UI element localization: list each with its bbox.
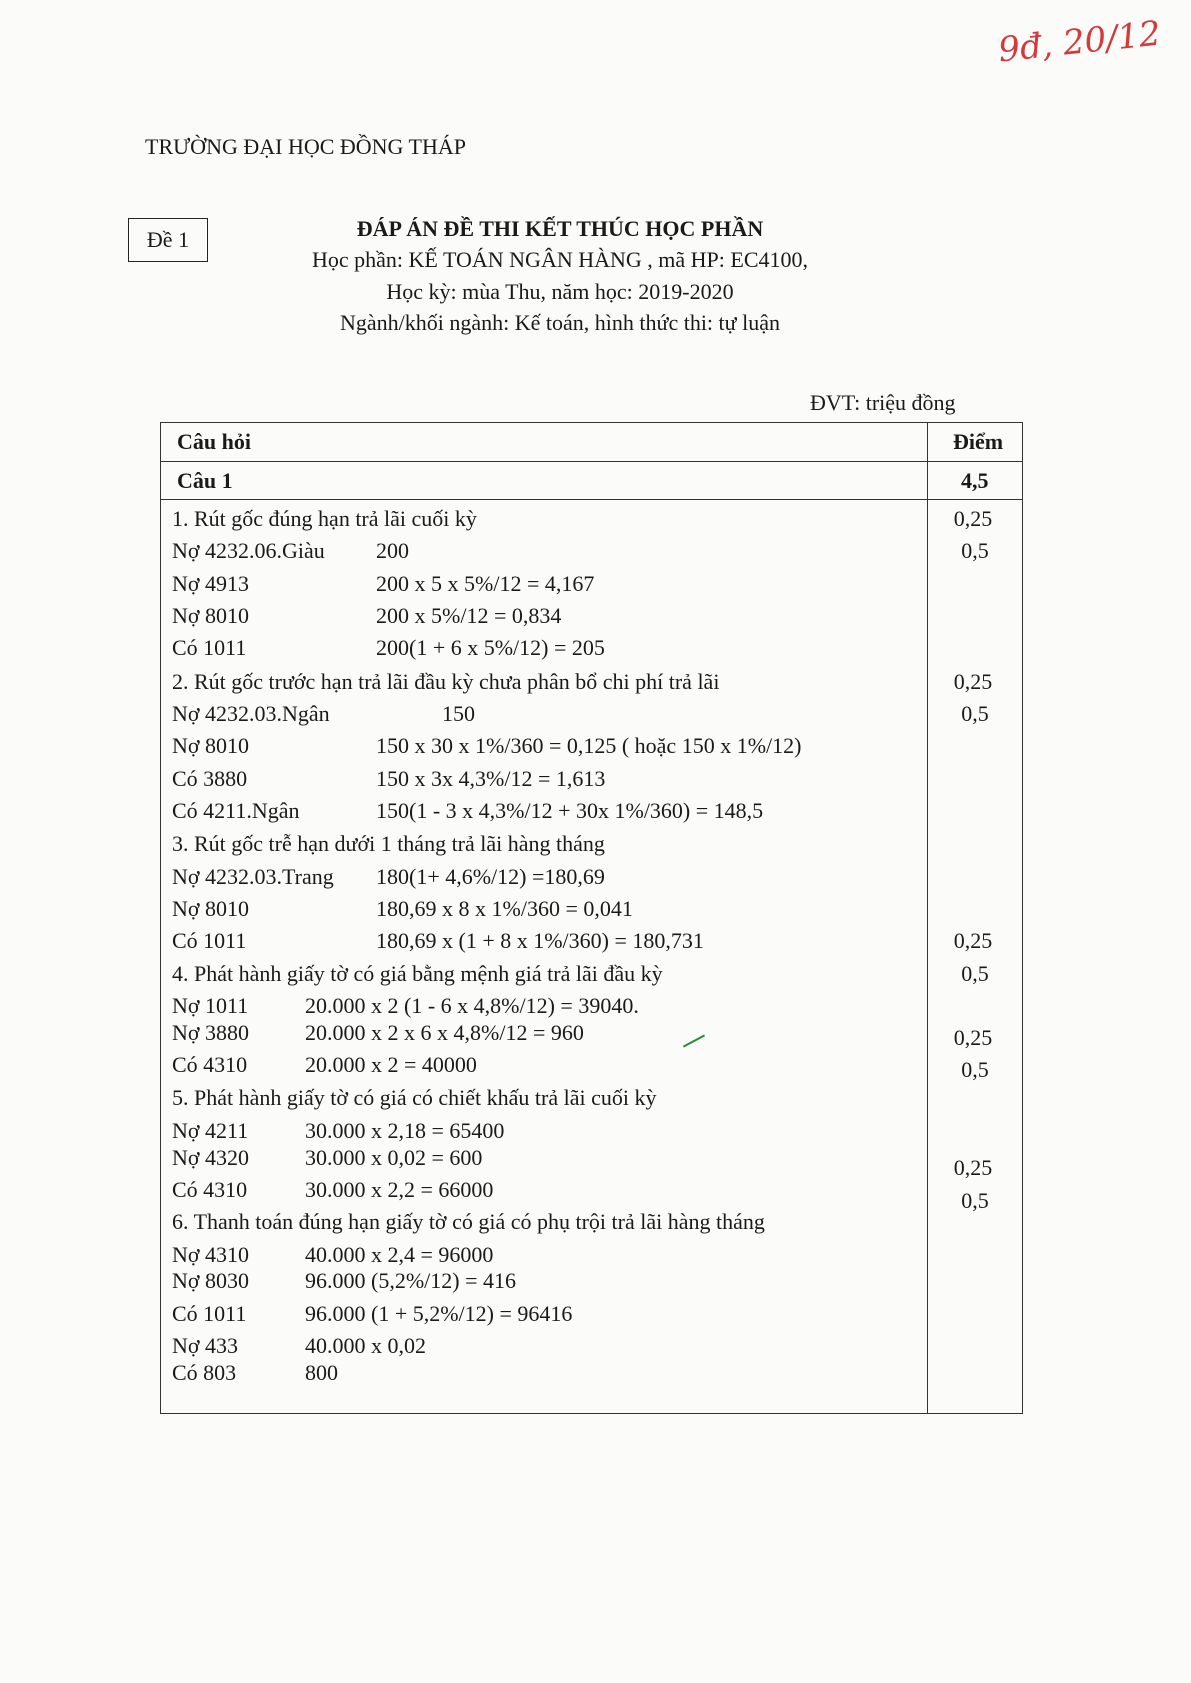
- entry-formula: 150: [442, 701, 475, 726]
- entry-formula: 40.000 x 2,4 = 96000: [305, 1242, 494, 1267]
- entry-formula: 180,69 x (1 + 8 x 1%/360) = 180,731: [376, 928, 704, 953]
- entry-formula: 30.000 x 0,02 = 600: [305, 1145, 483, 1170]
- account-label: Nợ 4232.06.Giàu: [172, 538, 325, 563]
- entry-formula: 200 x 5 x 5%/12 = 4,167: [376, 571, 595, 596]
- entry-formula: 30.000 x 2,2 = 66000: [305, 1177, 494, 1202]
- account-label: Nợ 1011: [172, 993, 249, 1018]
- exam-code-box: Đề 1: [128, 218, 208, 262]
- points-value: 0,5: [961, 961, 989, 986]
- question-points: 4,5: [961, 468, 989, 493]
- points-value: 0,25: [953, 506, 993, 531]
- header-question: Câu hỏi: [177, 429, 251, 454]
- header-points: Điểm: [953, 429, 1004, 454]
- section-heading: 2. Rút gốc trước hạn trả lãi đầu kỳ chưa phân bổ chi phí trả lãi: [172, 669, 720, 694]
- account-label: Nợ 433: [172, 1333, 239, 1358]
- section-heading: 3. Rút gốc trễ hạn dưới 1 tháng trả lãi hàng tháng: [172, 831, 605, 856]
- entry-formula: 30.000 x 2,18 = 65400: [305, 1118, 505, 1143]
- points-value: 0,25: [953, 1025, 993, 1050]
- account-label: Nợ 8030: [172, 1268, 250, 1293]
- entry-formula: 20.000 x 2 x 6 x 4,8%/12 = 960: [305, 1020, 584, 1045]
- account-label: Có 803: [172, 1360, 237, 1385]
- entry-formula: 180,69 x 8 x 1%/360 = 0,041: [376, 896, 633, 921]
- entry-formula: 20.000 x 2 (1 - 6 x 4,8%/12) = 39040.: [305, 993, 639, 1018]
- entry-formula: 150 x 3x 4,3%/12 = 1,613: [376, 766, 606, 791]
- account-label: Nợ 8010: [172, 603, 250, 628]
- subtitle-line: Học phần: KẾ TOÁN NGÂN HÀNG , mã HP: EC4100,: [312, 247, 808, 272]
- unit-label: ĐVT: triệu đồng: [810, 390, 956, 415]
- account-label: Nợ 4310: [172, 1242, 250, 1267]
- entry-formula: 96.000 (1 + 5,2%/12) = 96416: [305, 1301, 573, 1326]
- section-heading: 6. Thanh toán đúng hạn giấy tờ có giá có phụ trội trả lãi hàng tháng: [172, 1209, 765, 1234]
- points-value: 0,5: [961, 701, 989, 726]
- account-label: Có 4310: [172, 1177, 248, 1202]
- account-label: Nợ 4232.03.Ngân: [172, 701, 330, 726]
- account-label: Nợ 3880: [172, 1020, 250, 1045]
- entry-formula: 200: [376, 538, 409, 563]
- account-label: Có 4310: [172, 1052, 248, 1077]
- entry-formula: 150 x 30 x 1%/360 = 0,125 ( hoặc 150 x 1%/12): [376, 733, 802, 758]
- subtitle-line: Ngành/khối ngành: Kế toán, hình thức thi: tự luận: [340, 310, 780, 335]
- entry-formula: 96.000 (5,2%/12) = 416: [305, 1268, 516, 1293]
- question-label: Câu 1: [177, 468, 233, 493]
- account-label: Có 1011: [172, 928, 247, 953]
- points-value: 0,5: [961, 1057, 989, 1082]
- points-value: 0,25: [953, 928, 993, 953]
- entry-formula: 40.000 x 0,02: [305, 1333, 426, 1358]
- entry-formula: 150(1 - 3 x 4,3%/12 + 30x 1%/360) = 148,5: [376, 798, 764, 823]
- account-label: Nợ 8010: [172, 733, 250, 758]
- row-divider: [161, 499, 1022, 500]
- handwritten-grade-note: 9đ, 20/12: [996, 13, 1163, 71]
- entry-formula: 180(1+ 4,6%/12) =180,69: [376, 864, 605, 889]
- section-heading: 5. Phát hành giấy tờ có giá có chiết khấu trả lãi cuối kỳ: [172, 1085, 657, 1110]
- account-label: Nợ 4211: [172, 1118, 249, 1143]
- account-label: Nợ 4913: [172, 571, 250, 596]
- account-label: Có 1011: [172, 1301, 247, 1326]
- account-label: Có 1011: [172, 635, 247, 660]
- points-value: 0,5: [961, 538, 989, 563]
- points-value: 0,25: [953, 1155, 993, 1180]
- entry-formula: 200(1 + 6 x 5%/12) = 205: [376, 635, 605, 660]
- entry-formula: 20.000 x 2 = 40000: [305, 1052, 477, 1077]
- document-title: ĐÁP ÁN ĐỀ THI KẾT THÚC HỌC PHẦN: [356, 216, 764, 241]
- account-label: Nợ 4320: [172, 1145, 250, 1170]
- account-label: Có 3880: [172, 766, 248, 791]
- row-divider: [161, 461, 1022, 462]
- account-label: Có 4211.Ngân: [172, 798, 300, 823]
- entry-formula: 200 x 5%/12 = 0,834: [376, 603, 562, 628]
- entry-formula: 800: [305, 1360, 338, 1385]
- account-label: Nợ 8010: [172, 896, 250, 921]
- points-value: 0,25: [953, 669, 993, 694]
- account-label: Nợ 4232.03.Trang: [172, 864, 334, 889]
- points-value: 0,5: [961, 1188, 989, 1213]
- subtitle-line: Học kỳ: mùa Thu, năm học: 2019-2020: [386, 279, 734, 304]
- school-name: TRƯỜNG ĐẠI HỌC ĐỒNG THÁP: [145, 134, 466, 159]
- section-heading: 1. Rút gốc đúng hạn trả lãi cuối kỳ: [172, 506, 477, 531]
- column-divider: [927, 423, 928, 1413]
- section-heading: 4. Phát hành giấy tờ có giá bằng mệnh giá trả lãi đầu kỳ: [172, 961, 663, 986]
